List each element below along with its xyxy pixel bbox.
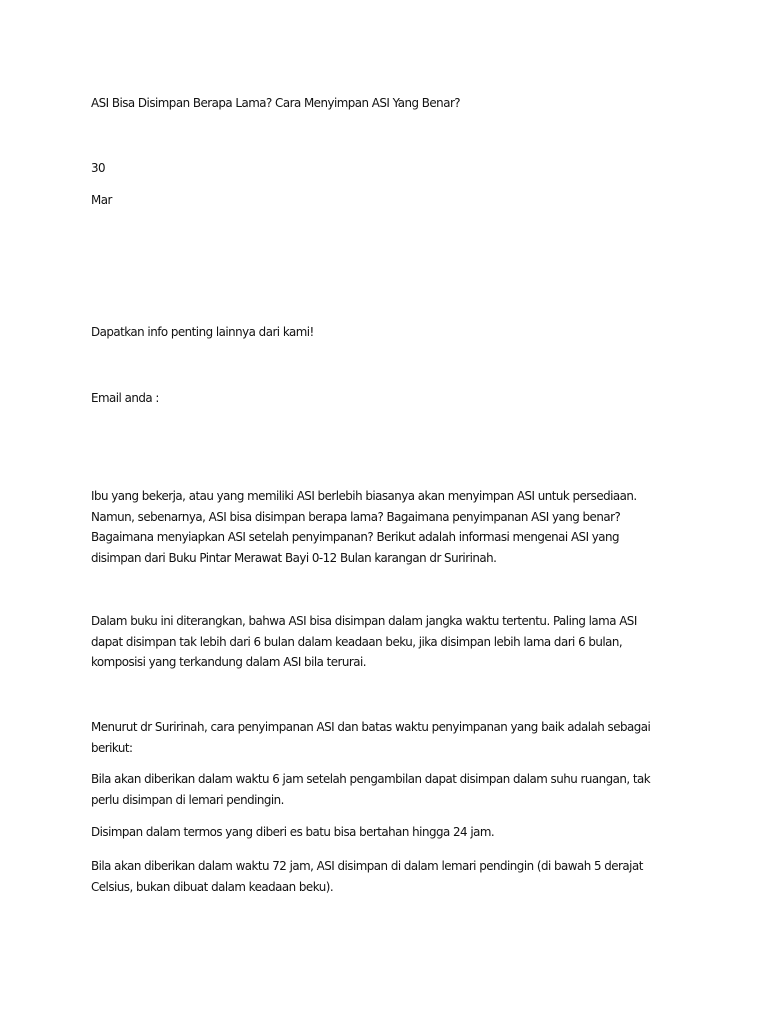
- paragraph-line: komposisi yang terkandung dalam ASI bila terurai.: [91, 654, 367, 669]
- paragraph-storage-method: [91, 717, 653, 758]
- paragraph-line: Disimpan dalam termos yang diberi es batu bisa bertahan hingga 24 jam.: [91, 824, 495, 839]
- paragraph-line: Bila akan diberikan dalam waktu 72 jam, ASI disimpan di dalam lemari pendingin (di bawah 5 derajat: [91, 858, 643, 873]
- paragraph-line: Namun, sebenarnya, ASI bisa disimpan berapa lama? Bagaimana penyimpanan ASI yang benar?: [91, 508, 621, 524]
- paragraph-line: Bila akan diberikan dalam waktu 6 jam setelah pengambilan dapat disimpan dalam suhu ruangan, tak: [91, 771, 651, 786]
- paragraph-line: Celsius, bukan dibuat dalam keadaan beku).: [91, 878, 334, 894]
- paragraph-line: perlu disimpan di lemari pendingin.: [91, 791, 284, 807]
- paragraph-line: dapat disimpan tak lebih dari 6 bulan dalam keadaan beku, jika disimpan lebih lama dari 6 bulan,: [91, 633, 623, 649]
- paragraph-line: berikut:: [91, 739, 133, 755]
- paragraph-refrigerator: [91, 856, 653, 897]
- date-month: Mar: [91, 192, 112, 207]
- article-title: ASI Bisa Disimpan Berapa Lama? Cara Menyimpan ASI Yang Benar?: [91, 95, 461, 110]
- paragraph-storage-duration: [91, 611, 653, 673]
- paragraph-line: Ibu yang bekerja, atau yang memiliki ASI berlebih biasanya akan menyimpan ASI untuk persediaan.: [91, 488, 637, 503]
- paragraph-line: Bagaimana menyiapkan ASI setelah penyimpanan? Berikut adalah informasi mengenai ASI yang: [91, 529, 620, 544]
- email-label: Email anda :: [91, 390, 159, 405]
- paragraph-room-temperature: [91, 769, 653, 810]
- paragraph-intro: [91, 486, 653, 568]
- date-day: 30: [91, 160, 106, 175]
- paragraph-thermos: [91, 822, 653, 843]
- paragraph-line: disimpan dari Buku Pintar Merawat Bayi 0-12 Bulan karangan dr Suririnah.: [91, 549, 497, 565]
- paragraph-line: Dalam buku ini diterangkan, bahwa ASI bisa disimpan dalam jangka waktu tertentu. Paling lama ASI: [91, 613, 637, 628]
- paragraph-line: Menurut dr Suririnah, cara penyimpanan ASI dan batas waktu penyimpanan yang baik adalah sebagai: [91, 719, 651, 734]
- subscribe-prompt: Dapatkan info penting lainnya dari kami!: [91, 324, 314, 339]
